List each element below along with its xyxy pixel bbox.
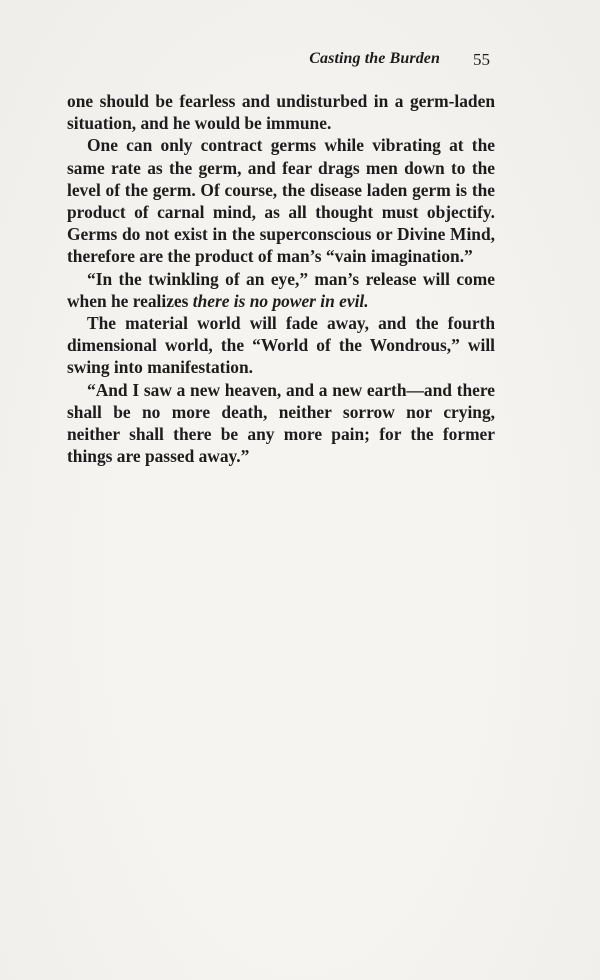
page-header <box>0 50 600 74</box>
paragraph-2: One can only contract germs while vibrating at the same rate as the germ, and fear drags men down to the level of the germ. Of course, the disease laden germ is the product of carnal mind, as all thought must objectify. Germs do not exist in the superconscious or Divine Mind, therefore are the product of man’s “vain imagination.” <box>67 135 495 267</box>
paragraph-5: “And I saw a new heaven, and a new earth—and there shall be no more death, neither sorrow nor crying, neither shall there be any more pain; for the former things are passed away.” <box>67 379 495 467</box>
paragraph-3 <box>67 268 495 312</box>
paragraph-4: The material world will fade away, and the fourth dimensional world, the “World of the Wondrous,” will swing into manifestation. <box>67 313 495 378</box>
paragraph-3-text: “In the twinkling of an eye,” man’s release will come when he realizes <box>67 268 495 311</box>
page-number: 55 <box>473 50 490 69</box>
paragraph-3-emphasis: there is no power in evil. <box>192 290 369 311</box>
body-text <box>67 90 495 467</box>
running-head: Casting the Burden <box>309 50 440 67</box>
reverse-page-show-through <box>75 478 505 500</box>
paragraph-1: one should be fearless and undisturbed in a germ-laden situation, and he would be immune. <box>67 91 495 134</box>
